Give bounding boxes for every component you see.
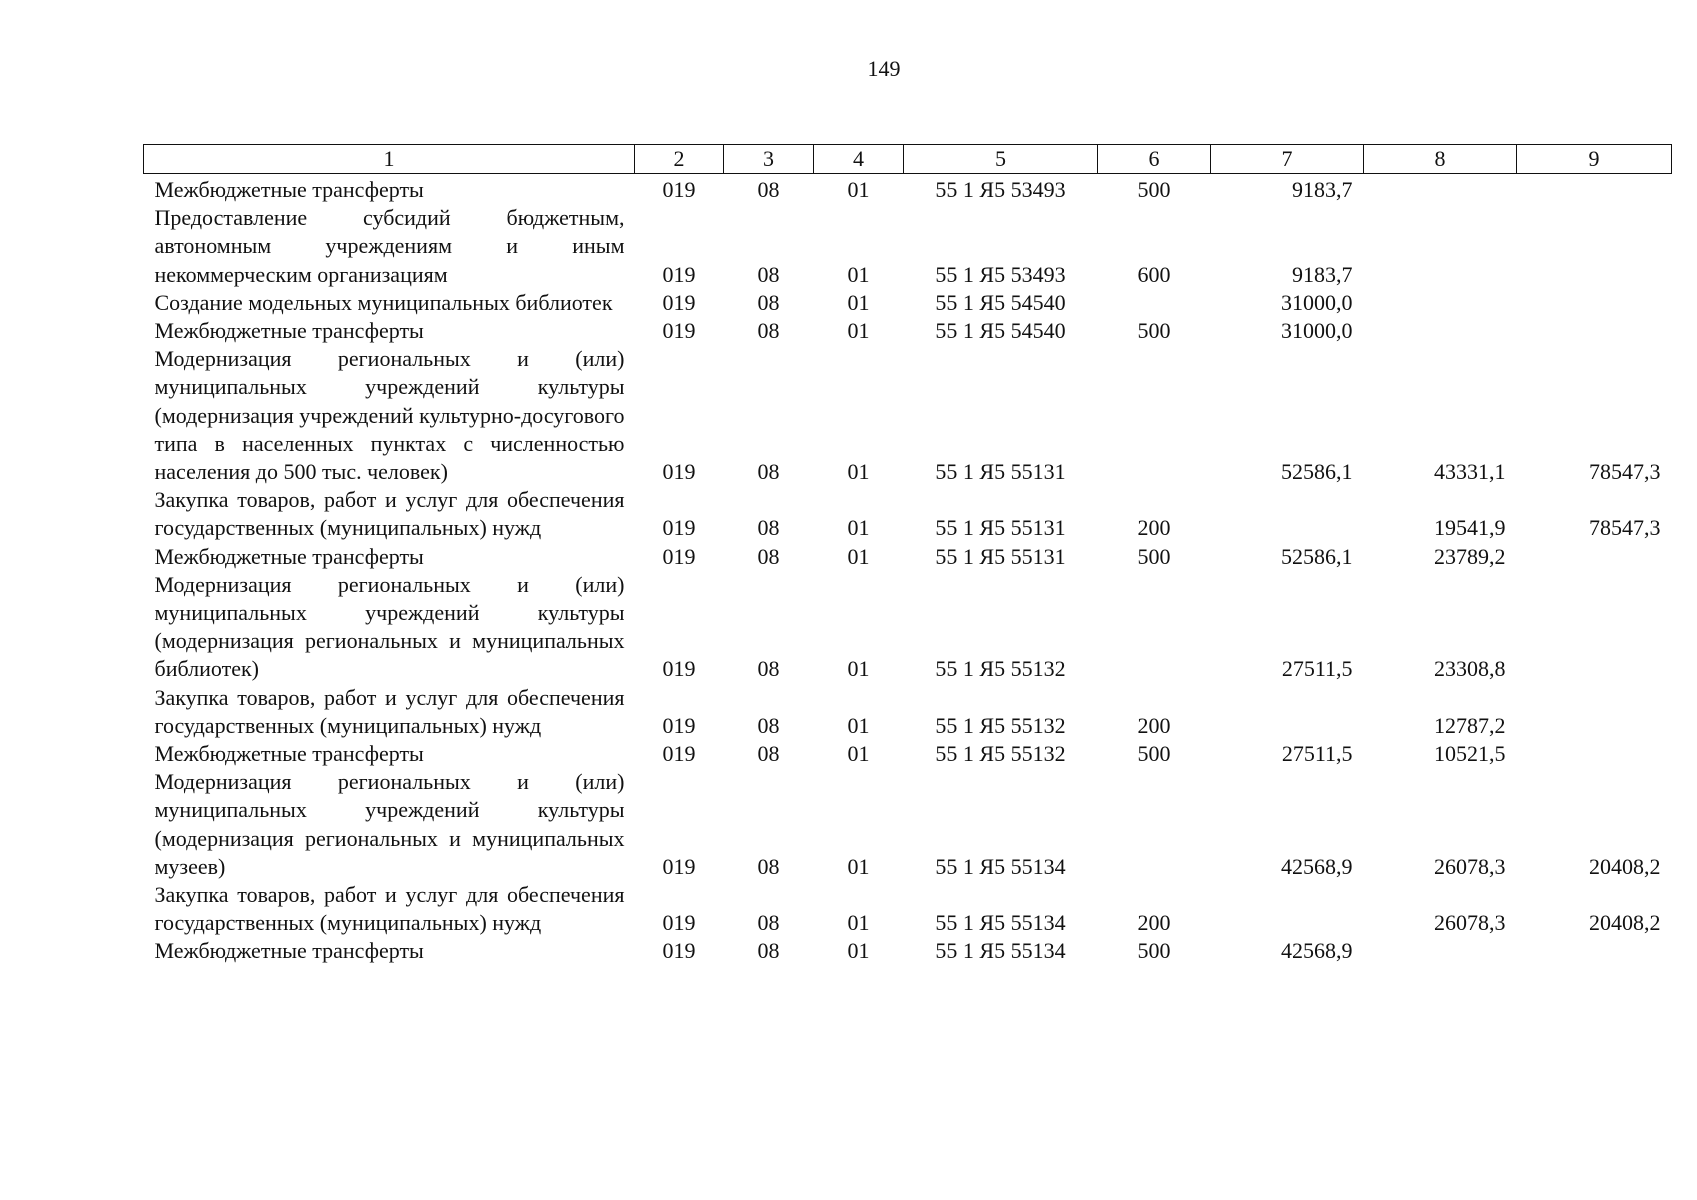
- row-amount-8-cell: [1364, 174, 1517, 205]
- row-expense-type-cell: 600: [1137, 261, 1171, 287]
- row-ministry-cell: 019: [662, 656, 696, 682]
- row-amount-9-cell: [1517, 740, 1672, 768]
- budget-table-container: [143, 144, 1672, 966]
- row-subsection-cell: 01: [847, 515, 870, 541]
- row-target-cell: 55 1 Я5 55134: [935, 938, 1066, 964]
- row-amount-7-cell: 42568,9: [1281, 938, 1353, 964]
- row-section-cell: 08: [757, 459, 780, 485]
- row-section-cell: 08: [757, 910, 780, 936]
- row-amount-9-cell: 78547,3: [1589, 459, 1661, 485]
- table-row: [144, 204, 1672, 289]
- row-expense-type-cell: 500: [1137, 177, 1171, 202]
- row-amount-9-cell: [1517, 289, 1672, 317]
- row-amount-8-cell: 10521,5: [1434, 741, 1506, 767]
- row-name-cell: Межбюджетные трансферты: [154, 741, 424, 767]
- row-name-cell: Создание модельных муниципальных библиотек: [154, 289, 613, 315]
- row-subsection-cell: 01: [847, 318, 870, 344]
- row-target-cell: 55 1 Я5 55134: [935, 853, 1066, 879]
- row-target-cell: 55 1 Я5 55134: [935, 910, 1066, 936]
- row-expense-type-cell: [1098, 768, 1211, 881]
- row-amount-8-cell: 43331,1: [1434, 459, 1506, 485]
- row-amount-9-cell: 20408,2: [1589, 853, 1661, 879]
- header-cell-6: 6: [1098, 145, 1211, 174]
- row-name-cell: Межбюджетные трансферты: [154, 938, 424, 964]
- row-name-cell: Межбюджетные трансферты: [154, 177, 424, 202]
- row-amount-7-cell: 31000,0: [1281, 318, 1353, 344]
- row-amount-7-cell: 27511,5: [1281, 741, 1353, 767]
- row-amount-9-cell: 20408,2: [1589, 910, 1661, 936]
- row-amount-7-cell: [1211, 486, 1364, 542]
- row-expense-type-cell: 500: [1137, 543, 1171, 569]
- row-target-cell: 55 1 Я5 54540: [935, 289, 1066, 315]
- row-expense-type-cell: 500: [1137, 318, 1171, 344]
- row-target-cell: 55 1 Я5 55131: [935, 515, 1066, 541]
- table-row: [144, 937, 1672, 965]
- row-amount-8-cell: [1364, 204, 1517, 289]
- row-amount-8-cell: [1364, 937, 1517, 965]
- row-amount-9-cell: [1517, 543, 1672, 571]
- row-ministry-cell: 019: [662, 289, 696, 315]
- row-section-cell: 08: [757, 318, 780, 344]
- table-row: [144, 289, 1672, 317]
- row-subsection-cell: 01: [847, 712, 870, 738]
- row-expense-type-cell: 500: [1137, 741, 1171, 767]
- row-expense-type-cell: 500: [1137, 938, 1171, 964]
- row-amount-7-cell: 52586,1: [1281, 459, 1353, 485]
- row-subsection-cell: 01: [847, 261, 870, 287]
- row-target-cell: 55 1 Я5 54540: [935, 318, 1066, 344]
- row-expense-type-cell: [1098, 345, 1211, 486]
- row-amount-9-cell: [1517, 937, 1672, 965]
- table-row: [144, 345, 1672, 486]
- row-subsection-cell: 01: [847, 656, 870, 682]
- row-section-cell: 08: [757, 656, 780, 682]
- row-amount-7-cell: [1211, 684, 1364, 740]
- table-row: [144, 740, 1672, 768]
- header-cell-7: 7: [1211, 145, 1364, 174]
- row-amount-9-cell: [1517, 317, 1672, 345]
- budget-table: [143, 144, 1672, 966]
- header-cell-2: 2: [635, 145, 724, 174]
- row-subsection-cell: 01: [847, 741, 870, 767]
- row-subsection-cell: 01: [847, 289, 870, 315]
- row-ministry-cell: 019: [662, 318, 696, 344]
- row-amount-9-cell: [1517, 174, 1672, 205]
- row-section-cell: 08: [757, 515, 780, 541]
- row-amount-8-cell: 19541,9: [1434, 515, 1506, 541]
- row-ministry-cell: 019: [662, 853, 696, 879]
- row-subsection-cell: 01: [847, 177, 870, 202]
- row-name-cell: Предоставление субсидий бюджетным, автономным учреждениям и иным некоммерческим организациям: [154, 205, 625, 287]
- row-subsection-cell: 01: [847, 853, 870, 879]
- page-number: 149: [867, 56, 901, 81]
- row-subsection-cell: 01: [847, 910, 870, 936]
- row-target-cell: 55 1 Я5 55131: [935, 543, 1066, 569]
- row-ministry-cell: 019: [662, 515, 696, 541]
- table-row: [144, 768, 1672, 881]
- row-target-cell: 55 1 Я5 55131: [935, 459, 1066, 485]
- row-subsection-cell: 01: [847, 459, 870, 485]
- row-amount-7-cell: 9183,7: [1292, 261, 1353, 287]
- row-section-cell: 08: [757, 261, 780, 287]
- row-amount-7-cell: 27511,5: [1281, 656, 1353, 682]
- header-row: [144, 145, 1672, 174]
- row-amount-8-cell: 12787,2: [1434, 712, 1506, 738]
- row-ministry-cell: 019: [662, 910, 696, 936]
- row-amount-7-cell: 31000,0: [1281, 289, 1353, 315]
- row-amount-9-cell: [1517, 204, 1672, 289]
- row-amount-7-cell: 42568,9: [1281, 853, 1353, 879]
- row-amount-8-cell: 23789,2: [1434, 543, 1506, 569]
- table-row: [144, 684, 1672, 740]
- row-expense-type-cell: 200: [1137, 910, 1171, 936]
- row-section-cell: 08: [757, 177, 780, 202]
- row-section-cell: 08: [757, 289, 780, 315]
- row-amount-7-cell: 52586,1: [1281, 543, 1353, 569]
- row-subsection-cell: 01: [847, 938, 870, 964]
- row-amount-8-cell: 23308,8: [1434, 656, 1506, 682]
- row-name-cell: Закупка товаров, работ и услуг для обеспечения государственных (муниципальных) нужд: [154, 684, 625, 738]
- row-expense-type-cell: [1098, 289, 1211, 317]
- row-name-cell: Закупка товаров, работ и услуг для обеспечения государственных (муниципальных) нужд: [154, 487, 625, 541]
- row-target-cell: 55 1 Я5 53493: [935, 177, 1066, 202]
- row-amount-8-cell: 26078,3: [1434, 910, 1506, 936]
- table-body: [144, 174, 1672, 966]
- row-section-cell: 08: [757, 741, 780, 767]
- row-target-cell: 55 1 Я5 55132: [935, 741, 1066, 767]
- row-section-cell: 08: [757, 853, 780, 879]
- row-name-cell: Межбюджетные трансферты: [154, 543, 424, 569]
- row-amount-8-cell: [1364, 289, 1517, 317]
- row-name-cell: Модернизация региональных и (или) муниципальных учреждений культуры (модернизация региональных и муниципальных музеев): [154, 769, 625, 879]
- row-amount-9-cell: [1517, 684, 1672, 740]
- table-row: [144, 174, 1672, 205]
- row-name-cell: Модернизация региональных и (или) муниципальных учреждений культуры (модернизация учреждений культурно-досугового типа в населенных пунктах с численностью населения до 500 тыс. человек): [154, 346, 625, 485]
- row-section-cell: 08: [757, 543, 780, 569]
- header-cell-1: 1: [144, 145, 635, 174]
- row-expense-type-cell: 200: [1137, 515, 1171, 541]
- row-amount-8-cell: [1364, 317, 1517, 345]
- row-name-cell: Закупка товаров, работ и услуг для обеспечения государственных (муниципальных) нужд: [154, 882, 625, 936]
- row-ministry-cell: 019: [662, 261, 696, 287]
- row-target-cell: 55 1 Я5 55132: [935, 656, 1066, 682]
- table-row: [144, 881, 1672, 937]
- row-expense-type-cell: 200: [1137, 712, 1171, 738]
- row-target-cell: 55 1 Я5 55132: [935, 712, 1066, 738]
- row-amount-9-cell: 78547,3: [1589, 515, 1661, 541]
- row-ministry-cell: 019: [662, 741, 696, 767]
- row-section-cell: 08: [757, 712, 780, 738]
- header-cell-3: 3: [724, 145, 814, 174]
- table-header: [144, 145, 1672, 174]
- header-cell-4: 4: [814, 145, 904, 174]
- row-ministry-cell: 019: [662, 543, 696, 569]
- header-cell-9: 9: [1517, 145, 1672, 174]
- row-amount-9-cell: [1517, 571, 1672, 684]
- row-target-cell: 55 1 Я5 53493: [935, 261, 1066, 287]
- row-section-cell: 08: [757, 938, 780, 964]
- row-subsection-cell: 01: [847, 543, 870, 569]
- row-ministry-cell: 019: [662, 177, 696, 202]
- table-row: [144, 571, 1672, 684]
- row-ministry-cell: 019: [662, 712, 696, 738]
- table-row: [144, 486, 1672, 542]
- table-row: [144, 317, 1672, 345]
- row-expense-type-cell: [1098, 571, 1211, 684]
- header-cell-5: 5: [904, 145, 1098, 174]
- row-ministry-cell: 019: [662, 459, 696, 485]
- table-row: [144, 543, 1672, 571]
- row-name-cell: Модернизация региональных и (или) муниципальных учреждений культуры (модернизация региональных и муниципальных библиотек): [154, 571, 625, 682]
- row-amount-7-cell: [1211, 881, 1364, 937]
- row-name-cell: Межбюджетные трансферты: [154, 318, 424, 344]
- header-cell-8: 8: [1364, 145, 1517, 174]
- row-amount-7-cell: 9183,7: [1292, 177, 1353, 202]
- row-amount-8-cell: 26078,3: [1434, 853, 1506, 879]
- row-ministry-cell: 019: [662, 938, 696, 964]
